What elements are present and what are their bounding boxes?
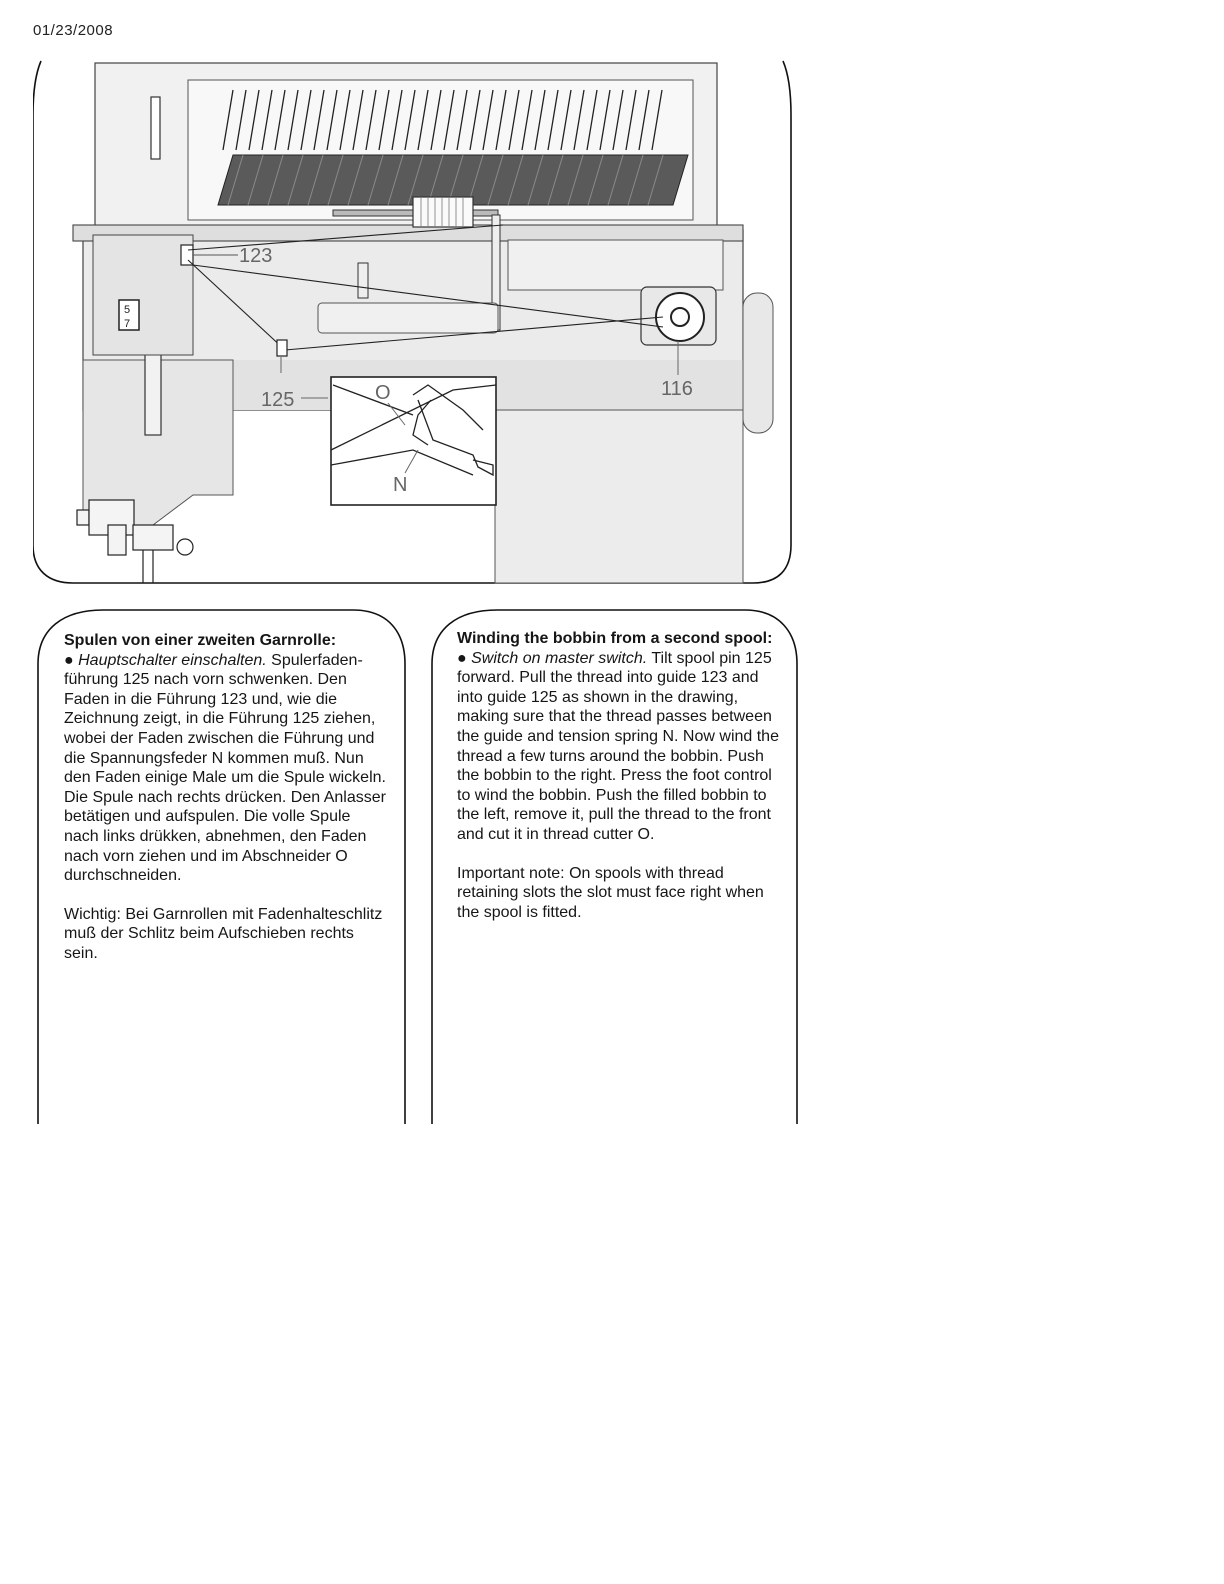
callout-116: 116	[661, 378, 693, 400]
page-date: 01/23/2008	[33, 22, 114, 39]
english-heading: Winding the bobbin from a second spool:	[457, 630, 773, 647]
bed-slot	[318, 303, 498, 333]
callout-O: O	[375, 382, 391, 404]
spool-holder-small	[358, 263, 368, 298]
german-heading: Spulen von einer zweiten Garnrolle:	[64, 632, 337, 649]
stitch-indicator-top: 5	[124, 304, 131, 316]
callout-N: N	[393, 474, 408, 496]
english-instructions	[457, 629, 783, 922]
right-channel	[508, 240, 723, 290]
left-panel	[93, 235, 193, 355]
english-italic-lead: Switch on master switch.	[471, 649, 648, 667]
detail-inset	[331, 377, 496, 505]
german-instructions	[64, 631, 386, 964]
german-body: Spulerfadenführung 125 nach vorn schwenken. Den Faden in die Führung 123 und, wie die Zeichnung zeigt, in die Führung 125 ziehen, wobei der Faden zwischen die Führung und die Spannungsfeder N kommen muß. Nun den Faden einige Male um die Spule wickeln. Die Spule nach rechts drücken. Den Anlasser betätigen und aufspulen. Die volle Spule nach links drükken, abnehmen, den Faden nach vorn ziehen und im Abschneider O durchschneiden.	[64, 651, 386, 885]
thread-spool	[413, 197, 473, 227]
illustration-svg	[33, 55, 793, 585]
machine-base-right	[495, 410, 743, 583]
stitch-indicator-bottom: 7	[124, 318, 131, 330]
callout-125: 125	[261, 389, 295, 411]
german-italic-lead: Hauptschalter einschalten.	[78, 651, 267, 669]
english-bullet: ●	[457, 649, 467, 667]
bobbin-hub	[671, 308, 689, 326]
guide-123	[181, 245, 193, 265]
english-note: Important note: On spools with thread retaining slots the slot must face right when the spool is fitted.	[457, 864, 764, 921]
english-body: Tilt spool pin 125 forward. Pull the thread into guide 123 and into guide 125 as shown in the drawing, making sure that the thread passes between the guide and tension spring N. Now wind the thread a few turns around the bobbin. Push the bobbin to the right. Press the foot control to wind the bobbin. Push the filled bobbin to the left, remove it, pull the thread to the front and cut it in thread cutter O.	[457, 649, 779, 843]
lid-slot	[151, 97, 160, 159]
handwheel	[743, 293, 773, 433]
sewing-machine-illustration	[33, 55, 793, 585]
german-note: Wichtig: Bei Garnrollen mit Fadenhalteschlitz muß der Schlitz beim Aufschieben rechts sein.	[64, 905, 383, 962]
german-bullet: ●	[64, 651, 74, 669]
spool-pin-125	[277, 340, 287, 356]
callout-123: 123	[239, 245, 273, 267]
